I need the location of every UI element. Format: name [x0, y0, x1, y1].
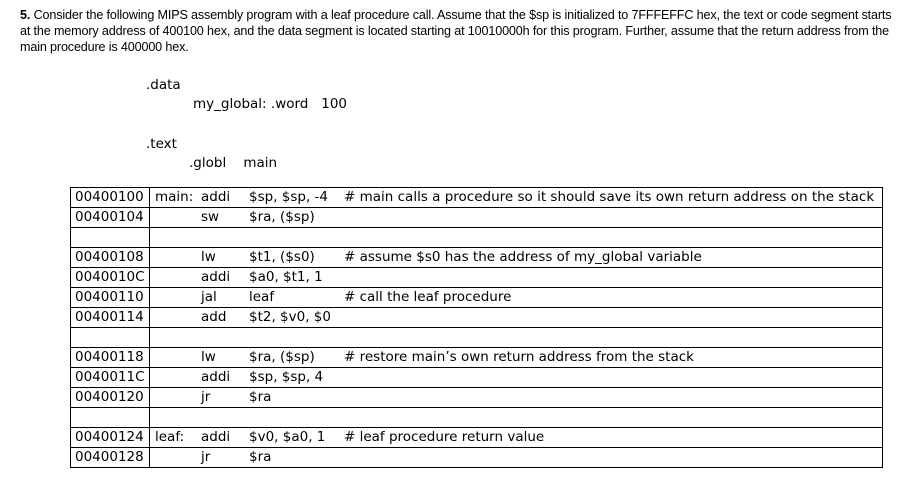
- comment-text: # restore main’s own return address from the stack: [344, 349, 694, 365]
- code-row: [71, 188, 883, 208]
- address-cell: 00400110: [71, 288, 150, 308]
- code-row: [71, 448, 883, 468]
- code-row: [71, 368, 883, 388]
- code-row: [71, 308, 883, 328]
- operands-text: $t2, $v0, $0: [249, 309, 331, 325]
- address-cell: 0040011C: [71, 368, 150, 388]
- code-row: [71, 348, 883, 368]
- operands-text: $ra: [249, 389, 272, 405]
- instruction-cell: [150, 268, 883, 288]
- instruction-cell: [150, 348, 883, 368]
- code-row: [71, 288, 883, 308]
- address-cell: 00400114: [71, 308, 150, 328]
- opcode-text: addi: [201, 189, 231, 205]
- opcode-text: add: [201, 309, 227, 325]
- question-number: 5.: [20, 8, 31, 22]
- question-body: Consider the following MIPS assembly program with a leaf procedure call. Assume that the $sp is initialized to 7FFFEFFC hex, the text or code segment starts at the memory address of 400100 hex, and the data segment is located starting at 10010000h for this program. Further, assume that the return address from the main procedure is 400000 hex.: [20, 8, 892, 54]
- operands-text: $a0, $t1, 1: [249, 269, 323, 285]
- comment-text: # assume $s0 has the address of my_global variable: [344, 249, 702, 265]
- address-cell: 0040010C: [71, 268, 150, 288]
- question-text: [20, 7, 900, 55]
- comment-text: # call the leaf procedure: [344, 289, 512, 305]
- address-cell: 00400128: [71, 448, 150, 468]
- code-row: [71, 428, 883, 448]
- instruction-cell: [150, 428, 883, 448]
- address-cell: [71, 408, 150, 428]
- instruction-cell: [150, 188, 883, 208]
- instruction-cell: [150, 208, 883, 228]
- instruction-cell: [150, 368, 883, 388]
- operands-text: $sp, $sp, 4: [249, 369, 324, 385]
- code-row: [71, 328, 883, 348]
- instruction-cell: [150, 328, 883, 348]
- code-row: [71, 388, 883, 408]
- code-table: [70, 187, 883, 468]
- global-declaration: my_global: .word 100: [193, 96, 348, 112]
- comment-text: # main calls a procedure so it should save its own return address on the stack: [344, 189, 875, 205]
- address-cell: 00400104: [71, 208, 150, 228]
- address-cell: 00400100: [71, 188, 150, 208]
- instruction-cell: [150, 408, 883, 428]
- address-cell: 00400120: [71, 388, 150, 408]
- instruction-cell: [150, 288, 883, 308]
- opcode-text: addi: [201, 269, 231, 285]
- opcode-text: lw: [201, 249, 216, 265]
- operands-text: $ra, ($sp): [249, 349, 315, 365]
- address-cell: [71, 228, 150, 248]
- globl-declaration: .globl main: [189, 155, 278, 171]
- opcode-text: sw: [201, 209, 220, 225]
- code-row: [71, 408, 883, 428]
- label-text: leaf:: [155, 429, 185, 445]
- code-row: [71, 208, 883, 228]
- operands-text: $v0, $a0, 1: [249, 429, 326, 445]
- opcode-text: jal: [201, 289, 217, 305]
- address-cell: 00400118: [71, 348, 150, 368]
- operands-text: $ra, ($sp): [249, 209, 315, 225]
- code-row: [71, 248, 883, 268]
- opcode-text: jr: [201, 389, 211, 405]
- opcode-text: lw: [201, 349, 216, 365]
- address-cell: 00400108: [71, 248, 150, 268]
- opcode-text: jr: [201, 449, 211, 465]
- operands-text: $ra: [249, 449, 272, 465]
- code-row: [71, 268, 883, 288]
- instruction-cell: [150, 388, 883, 408]
- instruction-cell: [150, 228, 883, 248]
- text-directive: .text: [146, 136, 177, 152]
- code-row: [71, 228, 883, 248]
- opcode-text: addi: [201, 369, 231, 385]
- comment-text: # leaf procedure return value: [344, 429, 545, 445]
- opcode-text: addi: [201, 429, 231, 445]
- instruction-cell: [150, 248, 883, 268]
- operands-text: leaf: [249, 289, 275, 305]
- address-cell: [71, 328, 150, 348]
- address-cell: 00400124: [71, 428, 150, 448]
- data-directive: .data: [146, 77, 181, 93]
- label-text: main:: [155, 189, 194, 205]
- operands-text: $sp, $sp, -4: [249, 189, 329, 205]
- instruction-cell: [150, 448, 883, 468]
- operands-text: $t1, ($s0): [249, 249, 315, 265]
- instruction-cell: [150, 308, 883, 328]
